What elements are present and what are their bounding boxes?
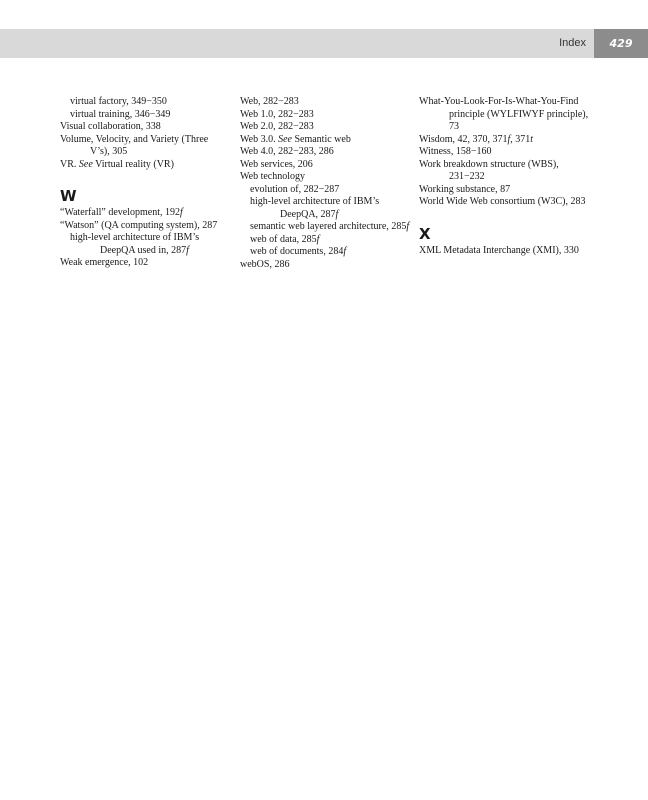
index-entry <box>240 109 410 122</box>
index-entry <box>240 134 410 147</box>
index-entry <box>240 96 410 109</box>
entry-text: f <box>179 207 183 218</box>
index-entry <box>419 159 594 184</box>
entry-text: Visual collaboration, 338 <box>60 121 161 132</box>
entry-text: high-level architecture of IBM’s DeepQA used in, 287 <box>70 232 200 256</box>
entry-text: Work breakdown structure (WBS), 231−232 <box>419 158 559 182</box>
entry-text: Volume, Velocity, and Variety (Three V’s), 305 <box>60 133 209 157</box>
index-subentry <box>240 234 410 247</box>
entry-text: Web technology <box>240 171 306 182</box>
index-subentry <box>240 221 410 234</box>
index-entry <box>240 159 410 172</box>
entry-text: Semantic web <box>291 133 351 145</box>
index-column-3 <box>419 96 594 257</box>
index-subentry <box>60 109 230 122</box>
entry-text: Web 2.0, 282−283 <box>240 121 314 132</box>
entry-text: f <box>316 233 320 245</box>
index-subentry <box>240 246 410 259</box>
index-entry <box>60 207 230 220</box>
index-entry <box>60 220 230 233</box>
index-subentry <box>60 232 230 257</box>
page-number: 429 <box>594 29 648 58</box>
index-entry <box>419 134 594 147</box>
index-entry <box>60 121 230 134</box>
running-header <box>0 29 648 58</box>
entry-text: t <box>530 133 534 145</box>
entry-text: f <box>406 221 410 232</box>
entry-text: See <box>278 133 292 145</box>
index-entry <box>419 146 594 159</box>
entry-text: Working substance, 87 <box>419 183 511 195</box>
index-entry <box>240 146 410 159</box>
entry-text: Witness, 158−160 <box>419 146 492 157</box>
entry-text: virtual training, 346−349 <box>70 108 171 120</box>
entry-text: Wisdom, 42, 370, 371 <box>419 133 508 145</box>
entry-text: Web services, 206 <box>240 158 313 170</box>
entry-text: f <box>343 246 347 257</box>
index-subentry <box>240 184 410 197</box>
index-entry <box>419 184 594 197</box>
index-entry <box>240 171 410 184</box>
entry-text: Virtual reality (VR) <box>92 158 174 170</box>
entry-text: high-level architecture of IBM’s DeepQA, 287 <box>250 196 380 220</box>
entry-text: What-You-Look-For-Is-What-You-Find principle (WYLFIWYF principle), 73 <box>419 96 589 132</box>
entry-text: See <box>78 158 93 170</box>
index-entry <box>240 121 410 134</box>
entry-text: virtual factory, 349−350 <box>70 96 167 107</box>
index-subentry <box>60 96 230 109</box>
index-entry <box>419 245 594 258</box>
entry-text: f <box>335 208 339 220</box>
entry-text: XML Metadata Interchange (XMI), 330 <box>419 244 579 256</box>
entry-text: VR. <box>60 158 79 170</box>
entry-text: semantic web layered architecture, 285 <box>250 221 407 232</box>
index-column-1 <box>60 96 230 270</box>
index-entry <box>60 134 230 159</box>
entry-text: web of data, 285 <box>250 233 317 245</box>
entry-text: “Watson” (QA computing system), 287 <box>60 219 218 231</box>
entry-text: webOS, 286 <box>240 258 290 270</box>
entry-text: Weak emergence, 102 <box>60 257 149 268</box>
entry-text: “Waterfall” development, 192 <box>60 207 180 218</box>
section-label: Index <box>559 37 586 49</box>
entry-text: web of documents, 284 <box>250 246 344 257</box>
index-entry <box>60 159 230 172</box>
entry-text: World Wide Web consortium (W3C), 283 <box>419 196 586 207</box>
entry-text: Web 3.0. <box>240 133 279 145</box>
entry-text: Web 4.0, 282−283, 286 <box>240 146 334 157</box>
index-entry <box>240 259 410 272</box>
entry-text: f <box>186 244 189 256</box>
index-letter-heading: W <box>60 187 77 205</box>
index-letter-heading: X <box>419 224 431 243</box>
entry-text: Web, 282−283 <box>240 96 299 107</box>
entry-text: f <box>507 133 511 145</box>
index-subentry <box>240 196 410 221</box>
entry-text: Web 1.0, 282−283 <box>240 108 314 120</box>
index-entry <box>419 196 594 209</box>
index-entry <box>60 257 230 270</box>
entry-text: evolution of, 282−287 <box>250 183 340 195</box>
entry-text: , 371 <box>510 133 531 145</box>
index-column-2 <box>240 96 410 271</box>
index-entry <box>419 96 594 134</box>
